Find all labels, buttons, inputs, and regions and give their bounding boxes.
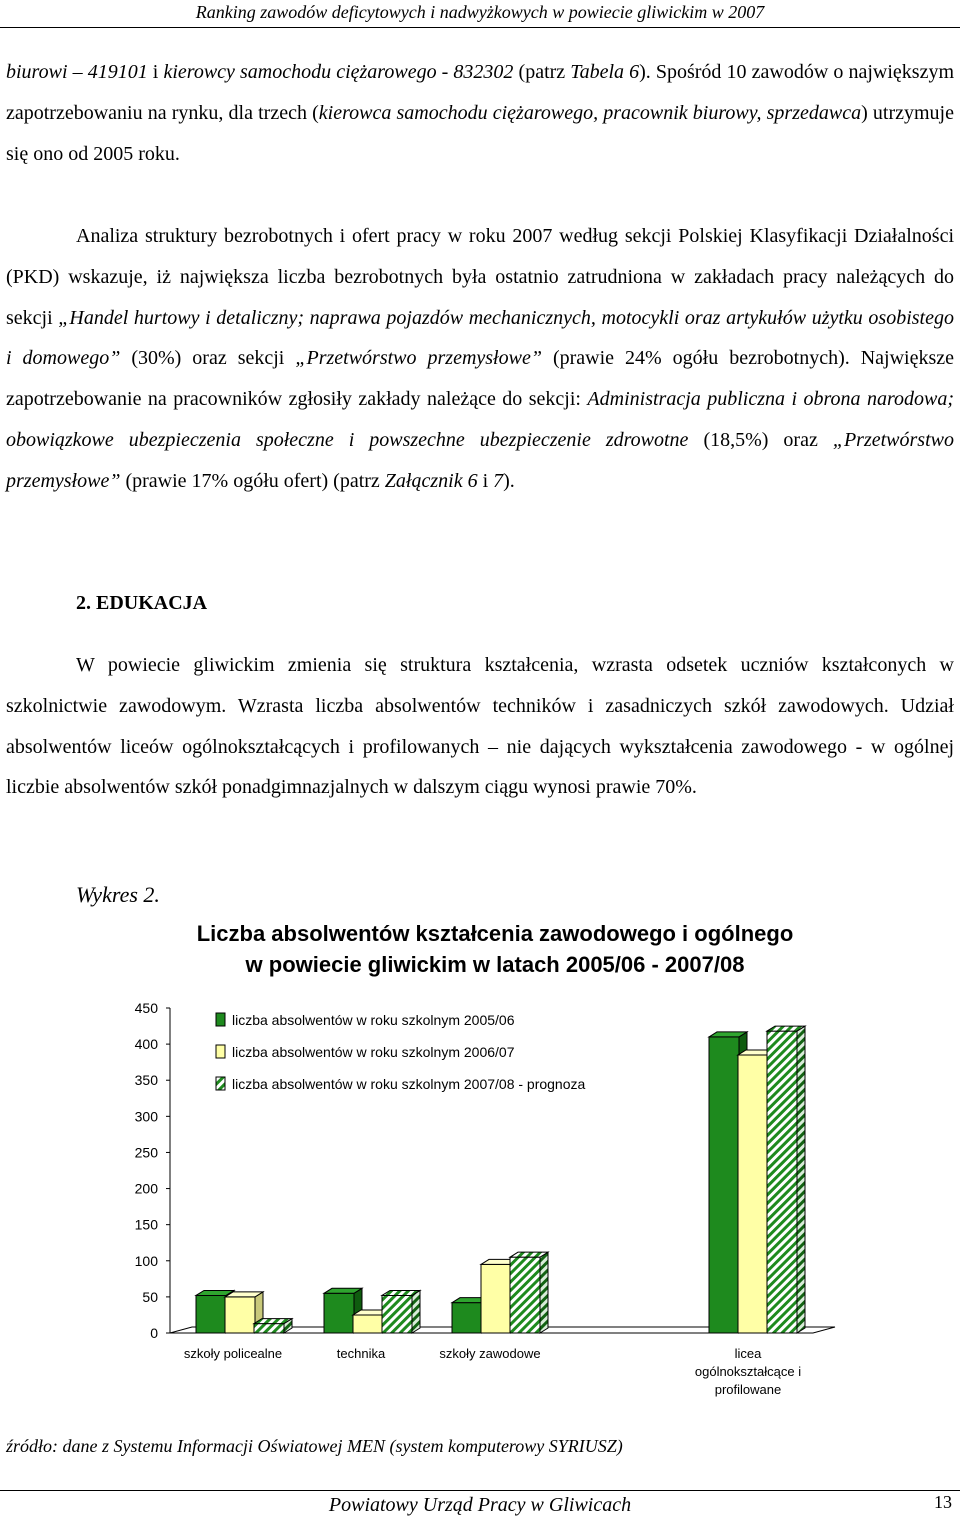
x-category-label: ogólnokształcące i xyxy=(694,1364,802,1379)
x-category-label: technika xyxy=(336,1346,386,1361)
page-number: 13 xyxy=(934,1492,952,1512)
bar-side xyxy=(412,1290,420,1333)
legend-swatch xyxy=(216,1045,225,1058)
bar-front xyxy=(709,1037,739,1333)
bar-front xyxy=(481,1264,511,1333)
y-tick-label: 300 xyxy=(134,1108,158,1125)
y-tick-label: 450 xyxy=(134,1000,158,1016)
running-header: Ranking zawodów deficytowych i nadwyżkowych w powiecie gliwickim w 2007 xyxy=(195,2,765,22)
y-tick-label: 100 xyxy=(134,1252,158,1269)
bar-front xyxy=(196,1295,226,1333)
bar-front xyxy=(510,1257,540,1333)
x-category-label: profilowane xyxy=(714,1382,782,1397)
y-tick-label: 350 xyxy=(134,1072,158,1089)
bar-front xyxy=(767,1031,797,1333)
bar-front xyxy=(738,1055,768,1333)
bar-front xyxy=(382,1295,412,1333)
legend-label: liczba absolwentów w roku szkolnym 2006/07 xyxy=(232,1044,515,1060)
legend-swatch xyxy=(216,1013,225,1026)
legend-label: liczba absolwentów w roku szkolnym 2007/08 - prognoza xyxy=(232,1076,586,1092)
y-tick-label: 150 xyxy=(134,1216,158,1233)
legend-label: liczba absolwentów w roku szkolnym 2005/06 xyxy=(232,1012,515,1028)
bar-front xyxy=(254,1324,284,1333)
source-note: źródło: dane z Systemu Informacji Oświatowej MEN (system komputerowy SYRIUSZ) xyxy=(6,1436,623,1456)
bar-front xyxy=(353,1315,383,1333)
header-rule xyxy=(0,27,960,28)
y-tick-label: 200 xyxy=(134,1180,158,1197)
bar-front xyxy=(452,1303,482,1333)
section-heading: 2. EDUKACJA xyxy=(76,592,208,614)
x-category-label: licea xyxy=(734,1346,762,1361)
y-tick-label: 0 xyxy=(150,1325,158,1341)
paragraph-top: biurowi – 419101 i kierowcy samochodu ciężarowego - 832302 (patrz Tabela 6). Spośród 10 zawodów o największym zapotrzebowaniu na rynku, dla trzech (kierowca samochodu ciężarowego, pracownik biurowy, sprzedawca) utrzymuje się ono od 2005 roku. xyxy=(6,61,955,165)
text-italic: kierowca samochodu ciężarowego, pracownik biurowy, sprzedawca xyxy=(318,101,862,124)
x-category-label: szkoły policealne xyxy=(183,1346,283,1361)
legend-swatch xyxy=(216,1077,225,1090)
y-tick-label: 400 xyxy=(134,1036,158,1053)
text-italic: kierowcy samochodu ciężarowego - 832302 xyxy=(163,61,514,83)
bar-chart xyxy=(0,990,960,1410)
footer-rule xyxy=(0,1490,960,1491)
chart-title-line2: w powiecie gliwickim w latach 2005/06 - 2007/08 xyxy=(245,952,745,977)
paragraph-pkd-analysis: Analiza struktury bezrobotnych i ofert pracy w roku 2007 według sekcji Polskiej Klasyfikacji Działalności (PKD) wskazuje, iż największa liczba bezrobotnych była ostatnio zatrudniona w zakładach pracy należących do sekcji „Handel hurtowy i detaliczny; naprawa pojazdów mechanicznych, motocykli oraz artykułów użytku osobistego i domowego” (30%) oraz sekcji „Przetwórstwo przemysłowe” (prawie 24% ogółu bezrobotnych). Największe zapotrzebowanie na pracowników zgłosiły zakłady należące do sekcji: Administracja publiczna i obrona narodowa; obowiązkowe ubezpieczenia społeczne i powszechne ubezpieczenie zdrowotne (18,5%) oraz „Przetwórstwo przemysłowe” (prawie 17% ogółu ofert) (patrz Załącznik 6 i 7). xyxy=(6,225,955,492)
text-italic: Tabela 6 xyxy=(570,61,640,83)
bar-front xyxy=(324,1293,354,1333)
paragraph-education: W powiecie gliwickim zmienia się struktura kształcenia, wzrasta odsetek uczniów kształconych w szkolnictwie zawodowym. Wzrasta liczba absolwentów techników i zasadniczych szkół zawodowych. Udział absolwentów liceów ogólnokształcących i profilowanych – nie dających wykształcenia zawodowego - w ogólnej liczbie absolwentów szkół ponadgimnazjalnych w dalszym ciągu wynosi prawie 70%. xyxy=(6,654,954,799)
y-tick-label: 250 xyxy=(134,1144,158,1161)
footer-publisher: Powiatowy Urząd Pracy w Gliwicach xyxy=(328,1494,632,1516)
x-category-label: szkoły zawodowe xyxy=(439,1346,541,1361)
chart-title xyxy=(100,918,890,980)
bar-side xyxy=(797,1026,805,1333)
y-tick-label: 50 xyxy=(142,1288,158,1305)
chart-title-line1: Liczba absolwentów kształcenia zawodowego i ogólnego xyxy=(196,921,794,946)
text-italic: biurowi – 419101 xyxy=(6,61,148,83)
chart-label: Wykres 2. xyxy=(76,882,160,907)
bar-side xyxy=(540,1252,548,1333)
bar-front xyxy=(225,1297,255,1333)
